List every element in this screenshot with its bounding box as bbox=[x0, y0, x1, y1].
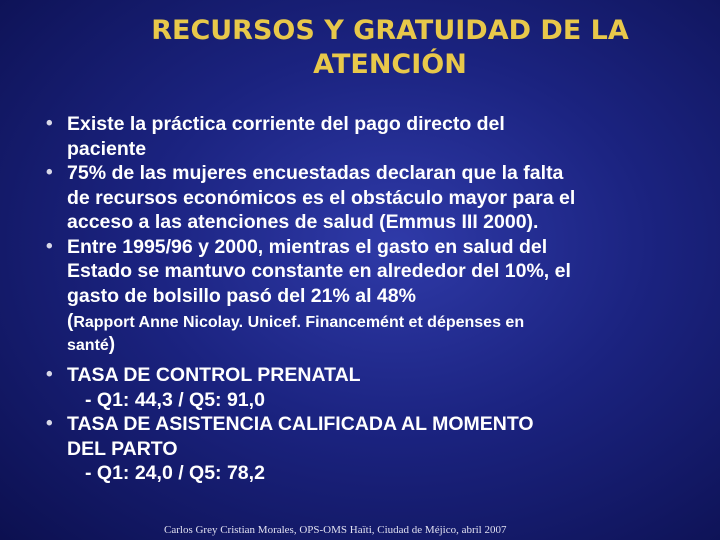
bullet-line: Estado se mantuvo constante en alrededor del 10%, el bbox=[67, 260, 571, 282]
source-note bbox=[0, 311, 720, 357]
bullet-item bbox=[0, 412, 720, 486]
bullet-item bbox=[0, 235, 720, 309]
indicator-label: DEL PARTO bbox=[67, 437, 178, 460]
indicator-values: - Q1: 24,0 / Q5: 78,2 bbox=[85, 462, 265, 484]
indicator-label: TASA DE CONTROL PRENATAL bbox=[67, 364, 361, 386]
slide-title bbox=[40, 14, 720, 82]
indicator-label: TASA DE ASISTENCIA CALIFICADA AL MOMENTO bbox=[67, 413, 534, 435]
bullet-list bbox=[0, 112, 720, 486]
bullet-dot: • bbox=[46, 413, 53, 434]
note-close-paren: ) bbox=[108, 334, 116, 355]
bullet-dot: • bbox=[46, 162, 53, 183]
bullet-line: gasto de bolsillo pasó del 21% al 48% bbox=[67, 284, 416, 307]
bullet-line: de recursos económicos es el obstáculo mayor para el bbox=[67, 186, 576, 209]
bullet-item bbox=[0, 161, 720, 235]
indicator-values: - Q1: 44,3 / Q5: 91,0 bbox=[85, 388, 265, 411]
bullet-dot: • bbox=[46, 113, 53, 134]
note-open-paren: ( bbox=[67, 311, 74, 332]
bullet-line: Existe la práctica corriente del pago directo del bbox=[67, 113, 505, 135]
bullet-dot: • bbox=[46, 364, 53, 385]
note-line-1: Rapport Anne Nicolay. Unicef. Financemént et dépenses en bbox=[73, 314, 525, 331]
note-line-2: santé bbox=[67, 337, 109, 354]
bullet-item bbox=[0, 363, 720, 412]
bullet-line: paciente bbox=[67, 137, 147, 160]
bullet-line: acceso a las atenciones de salud (Emmus III 2000). bbox=[67, 211, 539, 233]
slide-footer: Carlos Grey Cristian Morales, OPS-OMS Haïti, Ciudad de Méjico, abril 2007 bbox=[164, 524, 507, 536]
title-line-1: RECURSOS Y GRATUIDAD DE LA bbox=[151, 15, 629, 46]
bullet-dot: • bbox=[46, 235, 53, 257]
bullet-line: 75% de las mujeres encuestadas declaran que la falta bbox=[67, 162, 564, 184]
bullet-line: Entre 1995/96 y 2000, mientras el gasto en salud del bbox=[67, 235, 548, 258]
bullet-item bbox=[0, 112, 720, 161]
title-line-2: ATENCIÓN bbox=[313, 49, 467, 80]
